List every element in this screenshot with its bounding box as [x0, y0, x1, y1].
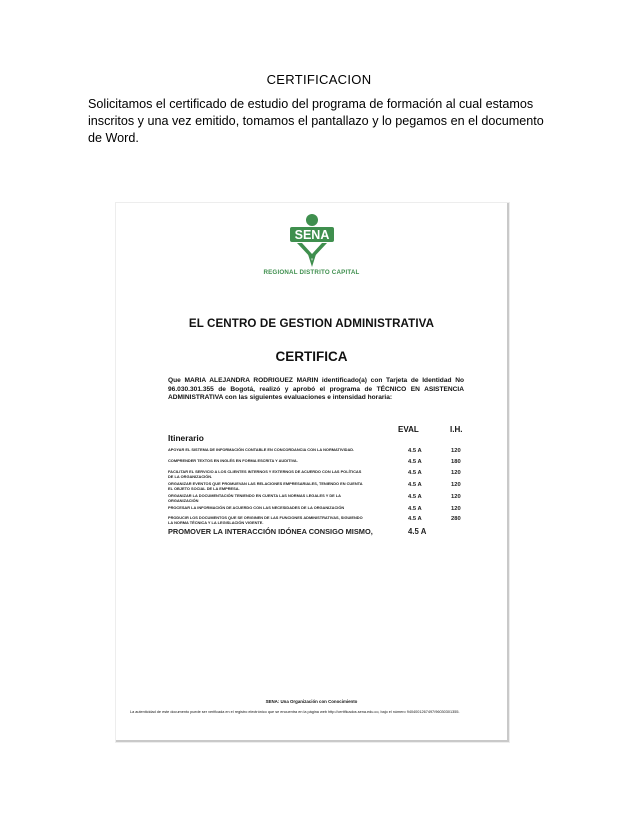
row-text: ORGANIZAR EVENTOS QUE PROMUEVAN LAS RELACIONES EMPRESARIALES, TENIENDO EN CUENTA EL OBJETO SOCIAL DE LA EMPRESA.	[168, 481, 363, 491]
row-ih: 120	[451, 448, 461, 454]
certificate-screenshot	[116, 203, 509, 742]
centro-heading: EL CENTRO DE GESTION ADMINISTRATIVA	[188, 317, 435, 330]
itinerario-label: Itinerario	[168, 433, 204, 443]
row-text: APOYAR EL SISTEMA DE INFORMACIÓN CONTABLE EN CONCORDANCIA CON LA NORMATIVIDAD.	[168, 447, 355, 452]
certifica-heading: CERTIFICA	[275, 349, 348, 364]
row-eval: 4.5 A	[408, 516, 422, 522]
logo-text: SENA	[294, 228, 329, 242]
row-ih: 120	[451, 482, 461, 488]
document-title: CERTIFICACION	[266, 72, 372, 87]
row-eval: 4.5 A	[408, 459, 422, 465]
sena-logo-icon	[277, 213, 347, 269]
row-eval: 4.5 A	[408, 448, 422, 454]
row-ih: 120	[451, 506, 461, 512]
row-text: COMPRENDER TEXTOS EN INGLÉS EN FORMA ESCRITA Y AUDITIVA.	[168, 458, 298, 463]
row-ih: 120	[451, 494, 461, 500]
row-text: PROMOVER LA INTERACCIÓN IDÓNEA CONSIGO MISMO,	[168, 527, 373, 536]
table-row-final	[168, 527, 468, 537]
row-ih: 120	[451, 470, 461, 476]
row-text: PROCESAR LA INFORMACIÓN DE ACUERDO CON LAS NECESIDADES DE LA ORGANIZACIÓN	[168, 505, 345, 510]
intro-paragraph: Solicitamos el certificado de estudio del programa de formación al cual estamos inscritos y una vez emitido, tomamos el pantallazo y lo pegamos en el documento de Word.	[88, 97, 544, 145]
row-text: FACILITAR EL SERVICIO A LOS CLIENTES INTERNOS Y EXTERNOS DE ACUERDO CON LAS POLÍTICAS DE LA ORGANIZACIÓN.	[168, 469, 362, 479]
row-ih: 280	[451, 516, 461, 522]
regional-label: REGIONAL DISTRITO CAPITAL	[263, 269, 360, 276]
certificate-body: Que MARIA ALEJANDRA RODRIGUEZ MARIN identificado(a) con Tarjeta de Identidad No 96.030.301.355 de Bogotá, realizó y aprobó el programa de TÉCNICO EN ASISTENCIA ADMINISTRATIVA con las siguientes evaluaciones e intensidad horaria:	[168, 377, 464, 402]
row-text: PRODUCIR LOS DOCUMENTOS QUE SE ORIGINEN DE LAS FUNCIONES ADMINISTRATIVAS, SIGUIENDO LA NORMA TÉCNICA Y LA LEGISLACIÓN VIGENTE.	[168, 515, 363, 525]
row-eval: 4.5 A	[408, 506, 422, 512]
row-ih: 180	[451, 459, 461, 465]
itinerary-table	[168, 448, 468, 537]
sena-logo	[116, 213, 507, 269]
row-eval: 4.5 A	[408, 482, 422, 488]
footer-verification-note: La autenticidad de este documento puede ser verificada en el registro electrónico que se encuentra en la página web http://certificados.sena.edu.co, bajo el número 9404001267497/96030301355.	[130, 710, 460, 714]
ih-column-header: I.H.	[450, 425, 463, 434]
footer-slogan: SENA: Una Organización con Conocimiento	[265, 699, 358, 704]
row-eval: 4.5 A	[408, 470, 422, 476]
row-text: ORGANIZAR LA DOCUMENTACIÓN TENIENDO EN CUENTA LAS NORMAS LEGALES Y DE LA ORGANIZACIÓN	[168, 493, 341, 503]
table-row	[168, 516, 468, 527]
row-eval: 4.5 A	[408, 527, 427, 536]
eval-column-header: EVAL	[398, 425, 419, 434]
row-eval: 4.5 A	[408, 494, 422, 500]
